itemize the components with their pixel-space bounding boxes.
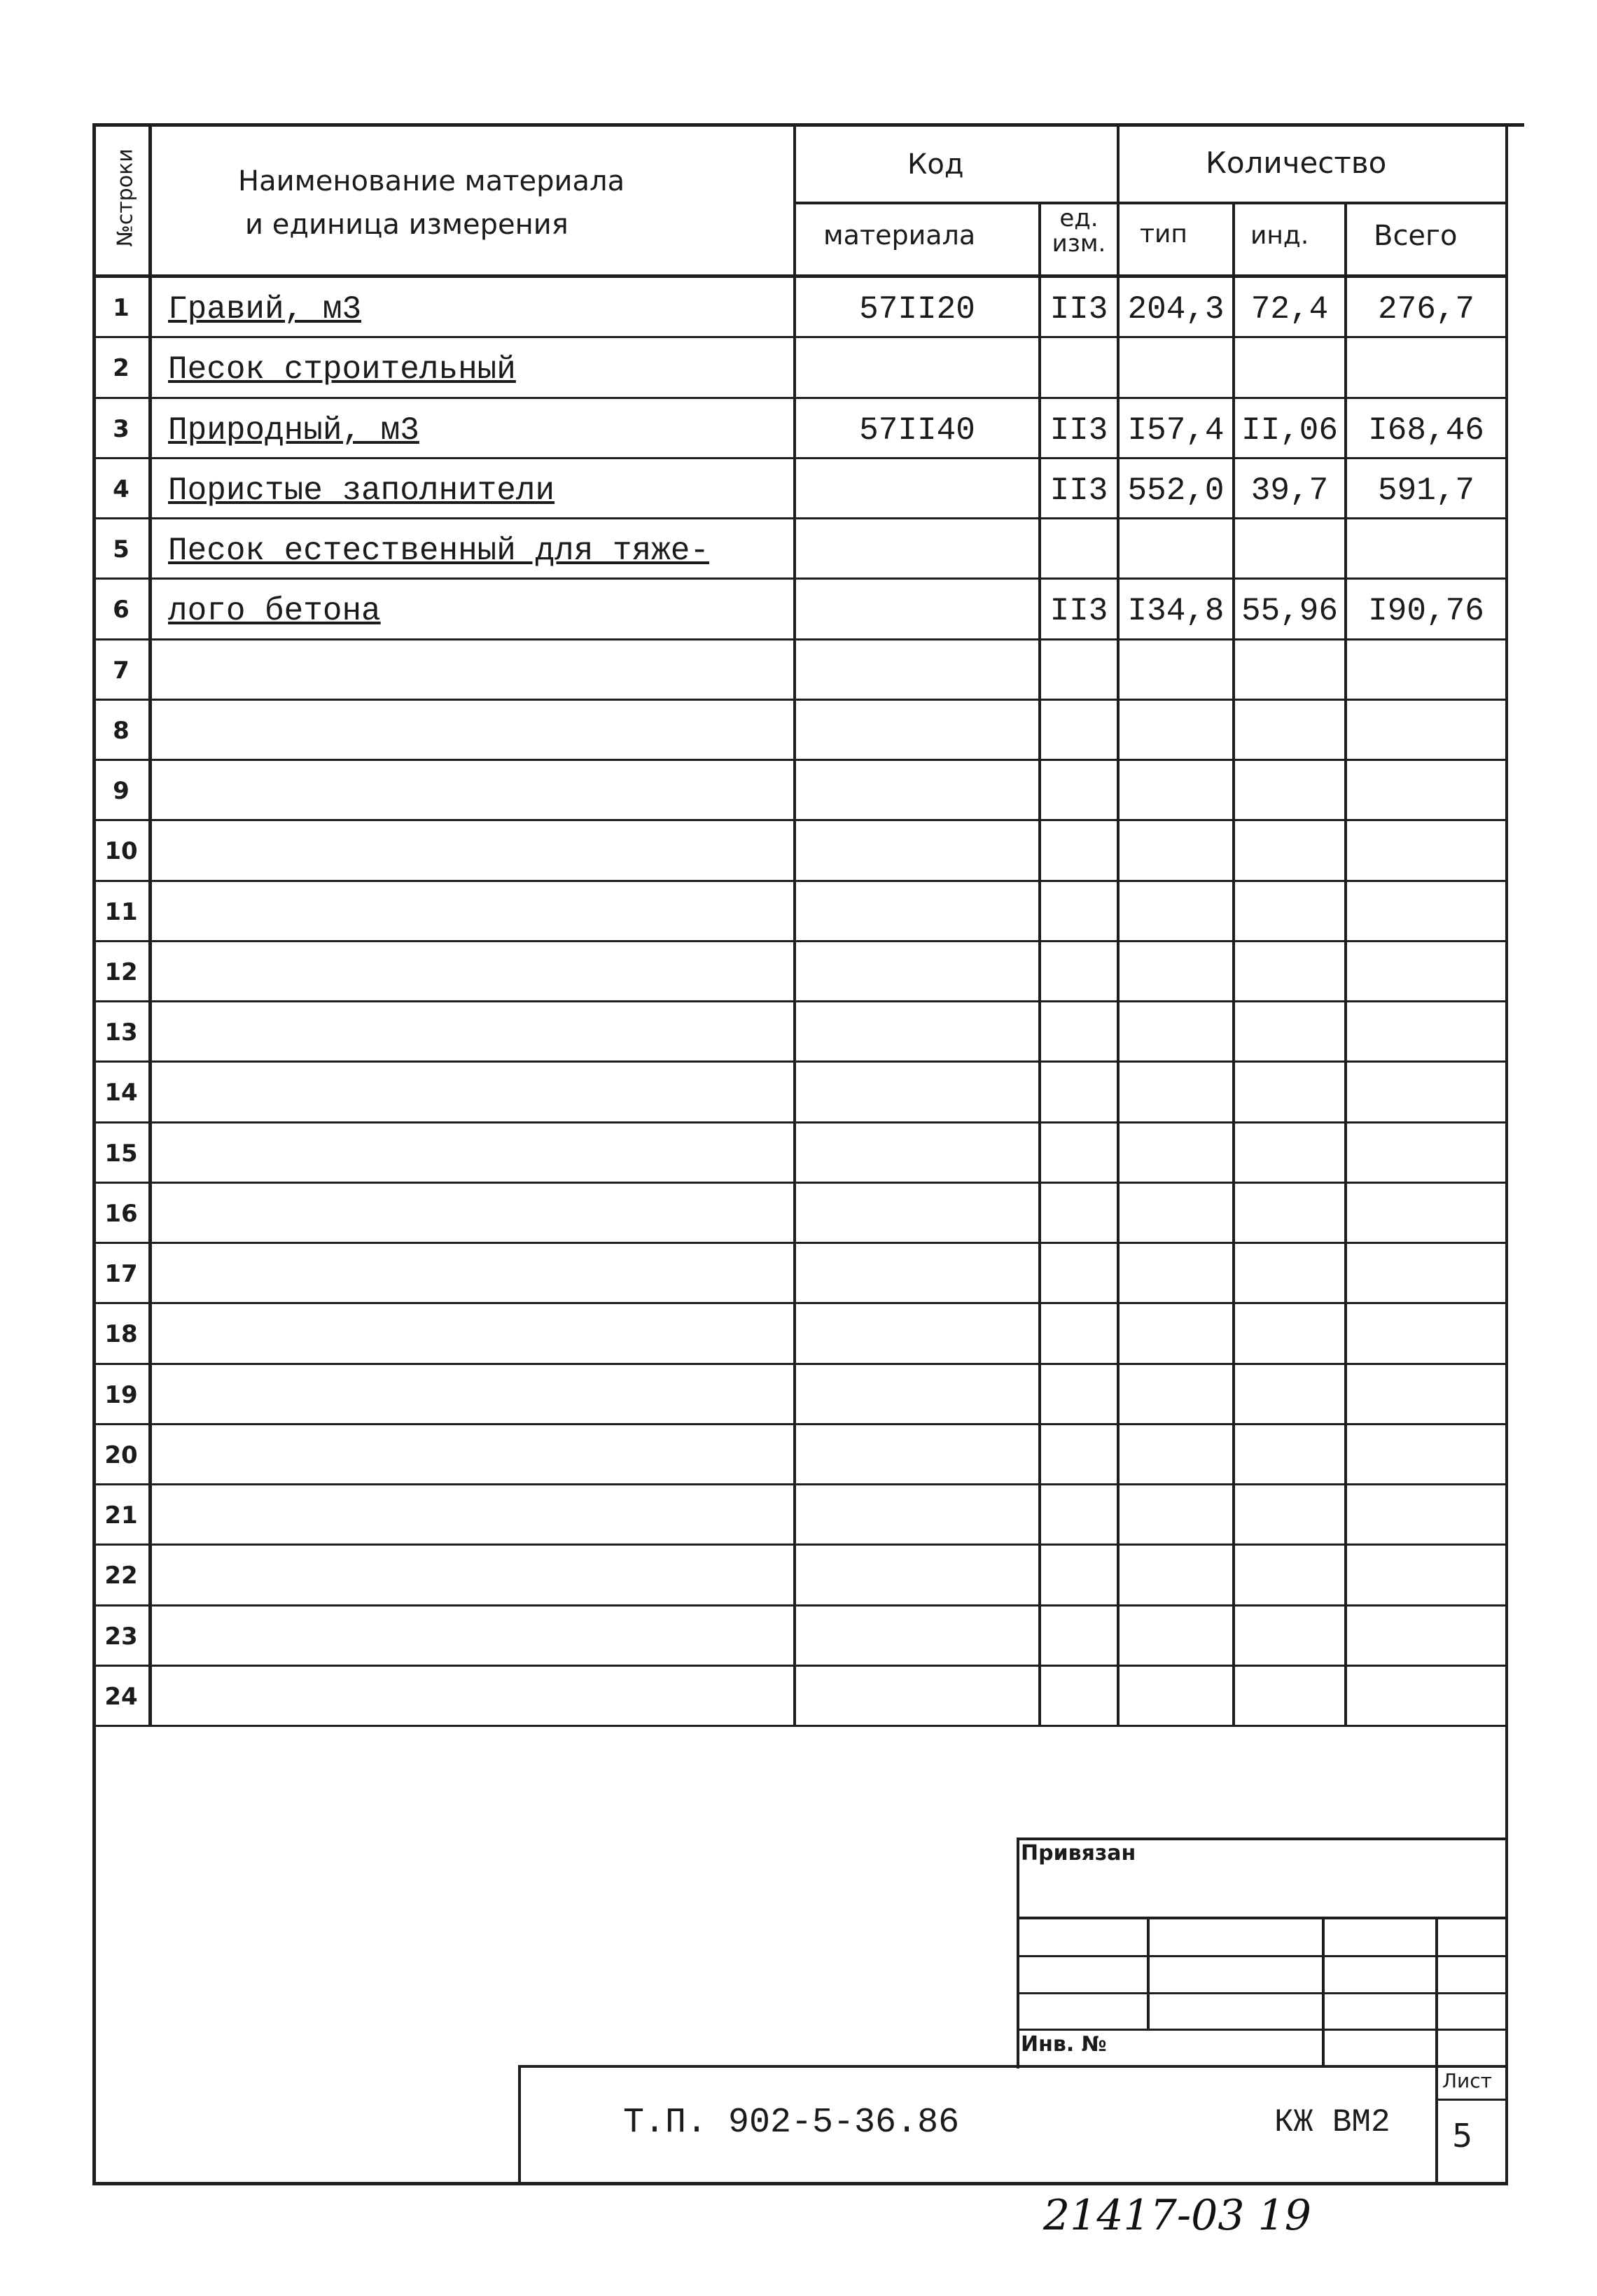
row-number: 20 bbox=[104, 1441, 138, 1469]
row-divider bbox=[92, 819, 1508, 821]
row-divider bbox=[92, 1725, 1508, 1727]
cell-name: Гравий, м3 bbox=[168, 291, 362, 328]
row-number: 9 bbox=[113, 777, 130, 805]
row-divider bbox=[92, 517, 1508, 519]
cell-name: лого бетона bbox=[168, 593, 381, 630]
privyazan-line-4 bbox=[1017, 2029, 1507, 2031]
row-number: 8 bbox=[113, 716, 130, 745]
row-divider bbox=[92, 1363, 1508, 1365]
header-ind-label: инд. bbox=[1250, 221, 1309, 250]
cell-unit: II3 bbox=[1049, 291, 1108, 328]
doc-mark: КЖ ВМ2 bbox=[1274, 2104, 1390, 2141]
stamp-top-line bbox=[518, 2065, 1508, 2068]
row-divider bbox=[92, 1483, 1508, 1485]
frame-top-line bbox=[92, 123, 1524, 127]
header-name-label-1: Наименование материала bbox=[238, 165, 625, 197]
cell-code: 57II20 bbox=[859, 291, 975, 328]
row-number: 22 bbox=[104, 1562, 138, 1590]
row-number: 7 bbox=[113, 656, 130, 685]
row-number: 5 bbox=[113, 536, 130, 564]
row-divider bbox=[92, 1604, 1508, 1606]
cell-ind: II,06 bbox=[1241, 412, 1339, 449]
row-number: 15 bbox=[104, 1139, 138, 1168]
cell-name: Природный, м3 bbox=[168, 412, 419, 449]
header-rownum-label: №строки bbox=[113, 148, 138, 247]
row-number: 21 bbox=[104, 1502, 138, 1530]
cell-unit: II3 bbox=[1049, 593, 1108, 630]
col-divider-name bbox=[793, 123, 796, 1726]
row-number: 6 bbox=[113, 596, 130, 624]
row-number: 18 bbox=[104, 1320, 138, 1349]
cell-name: Песок строительный bbox=[168, 351, 516, 388]
privyazan-col-3 bbox=[1435, 1917, 1438, 2066]
row-divider bbox=[92, 1242, 1508, 1244]
privyazan-top-line bbox=[1017, 1837, 1507, 1840]
header-name-label-2: и единица измерения bbox=[245, 209, 569, 241]
row-number: 17 bbox=[104, 1260, 138, 1288]
row-divider bbox=[92, 759, 1508, 761]
row-divider bbox=[92, 940, 1508, 942]
row-divider bbox=[92, 578, 1508, 580]
header-mid-line bbox=[793, 202, 1507, 204]
frame-left-line bbox=[92, 123, 96, 2185]
inv-no-label: Инв. № bbox=[1021, 2032, 1107, 2057]
row-divider bbox=[92, 1182, 1508, 1184]
row-number: 3 bbox=[113, 414, 130, 443]
privyazan-label: Привязан bbox=[1021, 1841, 1136, 1865]
header-bottom-line bbox=[92, 274, 1508, 278]
row-divider bbox=[92, 699, 1508, 701]
privyazan-line-3 bbox=[1017, 1992, 1507, 1994]
row-divider bbox=[92, 1423, 1508, 1425]
cell-ind: 55,96 bbox=[1241, 593, 1339, 630]
row-number: 12 bbox=[104, 958, 138, 986]
header-material-label: материала bbox=[823, 220, 976, 251]
col-divider-code-qty bbox=[1117, 123, 1120, 1726]
cell-name: Песок естественный для тяже- bbox=[168, 533, 709, 569]
sheet-label: Лист bbox=[1442, 2069, 1492, 2092]
privyazan-line-1 bbox=[1017, 1917, 1507, 1919]
handwritten-number: 21417-03 19 bbox=[1043, 2191, 1311, 2240]
privyazan-line-2 bbox=[1017, 1955, 1507, 1957]
row-number: 19 bbox=[104, 1380, 138, 1409]
privyazan-left-line bbox=[1017, 1837, 1019, 2068]
row-number: 11 bbox=[104, 897, 138, 926]
row-number: 24 bbox=[104, 1682, 138, 1711]
row-number: 16 bbox=[104, 1199, 138, 1228]
frame-right-line bbox=[1505, 123, 1508, 2185]
row-number: 23 bbox=[104, 1622, 138, 1651]
sheet-label-line bbox=[1435, 2099, 1508, 2101]
col-divider-rownum bbox=[148, 123, 152, 1726]
cell-name: Пористые заполнители bbox=[168, 472, 555, 509]
stamp-left-line bbox=[518, 2065, 521, 2185]
privyazan-col-2 bbox=[1322, 1917, 1325, 2066]
row-divider bbox=[92, 1302, 1508, 1304]
header-code-label: Код bbox=[907, 148, 964, 181]
cell-total: 276,7 bbox=[1377, 291, 1475, 328]
header-total-label: Всего bbox=[1374, 220, 1458, 252]
cell-type: 204,3 bbox=[1127, 291, 1225, 328]
cell-type: I34,8 bbox=[1127, 593, 1225, 630]
cell-type: 552,0 bbox=[1127, 472, 1225, 509]
row-number: 2 bbox=[113, 354, 130, 383]
row-divider bbox=[92, 1544, 1508, 1546]
row-divider bbox=[92, 1665, 1508, 1667]
stamp-sheet-divider bbox=[1435, 2065, 1438, 2185]
row-divider bbox=[92, 397, 1508, 399]
row-number: 4 bbox=[113, 475, 130, 503]
row-divider bbox=[92, 457, 1508, 459]
row-divider bbox=[92, 1060, 1508, 1063]
header-unit-label: ед. изм. bbox=[1052, 204, 1106, 258]
row-number: 1 bbox=[113, 294, 130, 322]
cell-type: I57,4 bbox=[1127, 412, 1225, 449]
frame-bottom-line bbox=[92, 2182, 1508, 2185]
row-divider bbox=[92, 880, 1508, 882]
row-divider bbox=[92, 1000, 1508, 1002]
cell-total: I90,76 bbox=[1368, 593, 1484, 630]
doc-code: Т.П. 902-5-36.86 bbox=[623, 2103, 960, 2143]
cell-total: I68,46 bbox=[1368, 412, 1484, 449]
row-divider bbox=[92, 336, 1508, 338]
cell-total: 591,7 bbox=[1377, 472, 1475, 509]
row-divider bbox=[92, 638, 1508, 640]
header-qty-label: Количество bbox=[1206, 146, 1387, 180]
row-number: 14 bbox=[104, 1079, 138, 1107]
row-divider bbox=[92, 1121, 1508, 1124]
header-type-label: тип bbox=[1140, 220, 1187, 248]
row-number: 13 bbox=[104, 1018, 138, 1046]
cell-ind: 72,4 bbox=[1250, 291, 1329, 328]
cell-unit: II3 bbox=[1049, 412, 1108, 449]
sheet-number: 5 bbox=[1452, 2117, 1473, 2155]
cell-ind: 39,7 bbox=[1250, 472, 1329, 509]
privyazan-col-1 bbox=[1147, 1917, 1150, 2029]
row-number: 10 bbox=[104, 837, 138, 866]
cell-unit: II3 bbox=[1049, 472, 1108, 509]
cell-code: 57II40 bbox=[859, 412, 975, 449]
